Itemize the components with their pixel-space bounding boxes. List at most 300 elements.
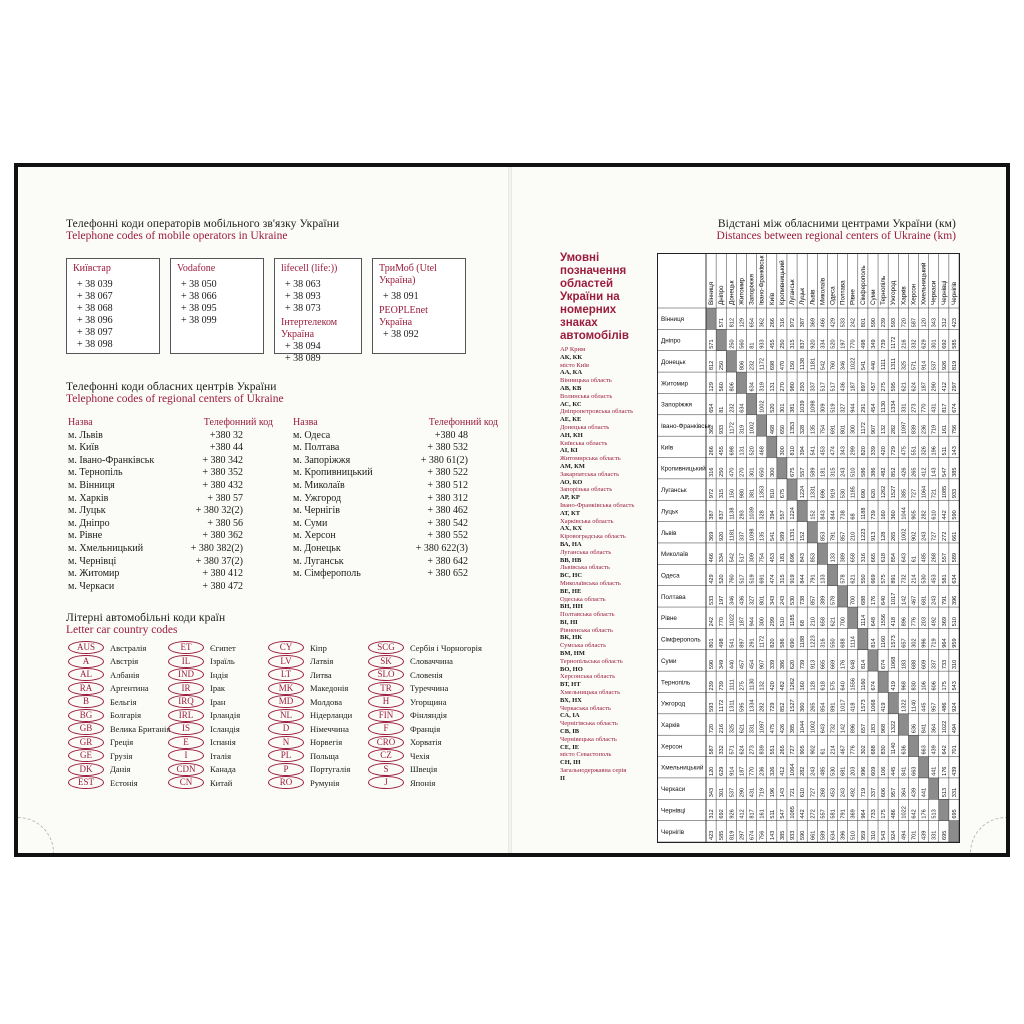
row-city-label: Рівне	[661, 615, 677, 623]
distance-value: 817	[941, 403, 948, 413]
country-name: Канада	[210, 764, 236, 775]
plate-region: Київська область	[560, 439, 608, 447]
distance-value: 332	[911, 339, 918, 349]
country-code-oval: SK	[368, 655, 404, 668]
diagonal-cell	[949, 821, 959, 842]
country-code-oval: LT	[268, 668, 304, 681]
distance-value: 420	[881, 446, 888, 456]
plate-code: АН, КН	[560, 431, 583, 439]
distance-value: 665	[820, 659, 827, 670]
distance-value: 520	[769, 403, 776, 413]
diagonal-cell	[716, 329, 726, 350]
distance-value: 620	[790, 659, 797, 670]
distance-value: 362	[709, 424, 716, 435]
plate-code: ВК, НК	[560, 634, 583, 642]
distance-value: 1022	[901, 806, 908, 819]
distance-value: 440	[729, 659, 736, 670]
row-city-label: Чернівці	[661, 807, 686, 815]
distance-value: 315	[830, 467, 837, 477]
city-name: м. Полтава	[293, 442, 340, 454]
distance-value: 325	[729, 723, 736, 734]
distance-value: 485	[921, 552, 928, 563]
distance-value: 431	[931, 403, 938, 413]
country-code-oval: GR	[68, 736, 104, 749]
distance-value: 457	[870, 382, 877, 392]
country-code-oval: EST	[68, 776, 104, 789]
distance-value: 466	[820, 318, 827, 328]
distance-value: 721	[790, 787, 797, 798]
distance-value: 331	[951, 787, 958, 798]
plate-entry	[560, 447, 650, 463]
distance-value: 386	[779, 659, 786, 670]
distance-value: 701	[911, 830, 918, 840]
distance-value: 609	[870, 766, 877, 776]
distance-value: 316	[860, 552, 867, 563]
distance-value: 331	[901, 403, 908, 413]
distance-value: 661	[810, 830, 817, 840]
distance-value: 418	[850, 702, 857, 712]
distance-value: 328	[759, 510, 766, 520]
distance-value: 349	[870, 339, 877, 349]
distance-value: 331	[749, 723, 756, 734]
country-code-oval: IRL	[168, 709, 204, 722]
distance-value: 575	[830, 681, 837, 691]
distance-value: 801	[840, 424, 847, 435]
diagonal-cell	[706, 308, 716, 329]
country-title-ua: Літерні автомобільні коди країн	[66, 612, 226, 624]
distance-value: 543	[881, 830, 888, 840]
distance-value: 315	[779, 574, 786, 584]
distance-value: 719	[931, 424, 938, 435]
plate-region: Вінницька область	[560, 377, 612, 385]
distance-value: 944	[850, 403, 857, 413]
distance-value: 732	[830, 723, 837, 734]
distance-value: 210	[850, 531, 857, 541]
distance-value: 1172	[719, 699, 726, 712]
distance-value: 642	[911, 809, 918, 819]
distance-value: 587	[911, 318, 918, 328]
city-name: м. Львів	[68, 429, 103, 441]
distance-value: 232	[729, 403, 736, 413]
diagonal-cell	[817, 543, 827, 564]
distance-value: 857	[840, 531, 847, 541]
distance-value: 337	[870, 787, 877, 798]
distance-value: 332	[719, 745, 726, 755]
distance-value: 265	[810, 702, 817, 712]
distance-value: 972	[709, 488, 716, 499]
distance-value: 1527	[891, 485, 898, 499]
country-name: Ірландія	[210, 710, 241, 721]
distance-value: 933	[719, 424, 726, 435]
column-city-label: Сімферополь	[859, 265, 867, 305]
city-name: м. Миколаїв	[293, 479, 345, 491]
distance-value: 1322	[891, 720, 898, 734]
distance-value: 319	[759, 382, 766, 392]
plate-code: II	[560, 774, 566, 782]
plate-code: АС, КС	[560, 400, 582, 408]
distance-value: 334	[719, 552, 726, 563]
country-name: Франція	[410, 723, 441, 734]
plate-code: АК, КК	[560, 353, 583, 361]
distance-value: 1160	[860, 678, 867, 691]
distance-value: 385	[790, 723, 797, 734]
distance-value: 530	[840, 488, 847, 499]
country-name: Ірак	[210, 683, 225, 694]
distance-value: 316	[820, 638, 827, 648]
distance-value: 1022	[729, 613, 736, 627]
distance-value: 839	[759, 745, 766, 755]
distance-value: 791	[830, 531, 837, 541]
distance-value: 120	[709, 766, 716, 776]
distance-value: 214	[830, 745, 837, 755]
country-name: Естонія	[110, 777, 138, 788]
country-code-oval: P	[268, 763, 304, 776]
plate-entry	[560, 525, 650, 541]
distance-value: 550	[860, 574, 867, 584]
country-code-oval: BG	[68, 709, 104, 722]
plate-region: Тернопільська область	[560, 657, 623, 665]
distance-value: 1160	[881, 635, 888, 648]
diagonal-cell	[757, 415, 767, 436]
plates-items	[560, 346, 650, 783]
plate-region: Луганська область	[560, 548, 612, 556]
distance-value: 301	[749, 467, 756, 477]
distance-value: 394	[800, 446, 807, 456]
plate-code: СВ, ІВ	[560, 728, 580, 736]
distance-value: 385	[901, 488, 908, 499]
country-title-en: Letter car country codes	[66, 624, 178, 636]
column-city-label: Івано-Франківськ	[758, 255, 766, 305]
row-city-label: Тернопіль	[661, 679, 691, 687]
distance-value: 325	[901, 360, 908, 371]
country-code-oval: AL	[68, 668, 104, 681]
operator-code: + 38 073	[285, 303, 321, 314]
distance-value: 675	[790, 467, 797, 477]
distance-value: 1140	[911, 699, 918, 712]
distance-value: 732	[901, 574, 908, 584]
regional-row	[68, 480, 273, 493]
column-city-label: Луганськ	[789, 279, 797, 305]
distance-value: 791	[941, 595, 948, 606]
city-phone-code: + 380 432	[202, 479, 243, 491]
plate-region: Житомирська область	[560, 455, 621, 463]
country-codes-column	[268, 641, 352, 790]
country-code-row	[268, 641, 352, 655]
distance-value: 754	[759, 552, 766, 563]
distance-value: 657	[901, 638, 908, 648]
distance-value: 161	[759, 809, 766, 819]
distance-value: 243	[840, 467, 847, 477]
plate-entry	[560, 494, 650, 510]
distance-value: 1002	[759, 400, 766, 413]
distance-value: 132	[759, 681, 766, 691]
distance-value: 1098	[810, 400, 817, 413]
city-phone-code: + 380 57	[207, 492, 243, 504]
distance-value: 681	[840, 766, 847, 776]
distance-value: 1111	[729, 679, 736, 691]
distance-value: 675	[779, 488, 786, 499]
distance-value: 914	[921, 360, 928, 371]
distance-value: 581	[941, 574, 948, 584]
column-city-label: Житомир	[738, 278, 746, 305]
row-city-label: Запоріжжя	[661, 401, 692, 409]
distance-value: 913	[870, 531, 877, 541]
distance-value: 1331	[790, 528, 797, 541]
distance-value: 301	[931, 339, 938, 349]
distance-value: 620	[870, 488, 877, 499]
distance-value: 634	[951, 574, 958, 584]
distance-value: 412	[779, 766, 786, 776]
distance-value: 578	[830, 595, 837, 606]
distance-value: 270	[739, 467, 746, 477]
country-name: Австралія	[110, 642, 147, 653]
distance-value: 152	[800, 531, 807, 541]
distance-value: 674	[870, 681, 877, 691]
distance-value: 719	[759, 787, 766, 798]
regional-row	[293, 568, 498, 581]
distance-value: 812	[709, 360, 716, 371]
diagonal-cell	[848, 607, 858, 628]
distance-value: 468	[769, 424, 776, 435]
plate-entry	[560, 775, 650, 783]
distance-value: 820	[860, 446, 867, 456]
country-name: Велика Британія	[110, 723, 171, 734]
distance-value: 688	[860, 595, 867, 606]
distance-value: 302	[860, 745, 867, 755]
distance-value: 519	[830, 403, 837, 413]
distance-value: 454	[749, 659, 756, 670]
country-name: Албанія	[110, 669, 140, 680]
plate-entry	[560, 346, 650, 354]
distance-value: 327	[749, 595, 756, 606]
distance-table	[657, 253, 960, 843]
column-city-label: Одеса	[829, 286, 837, 305]
distance-value: 557	[800, 467, 807, 477]
distance-value: 760	[830, 360, 837, 371]
country-code-row	[168, 763, 240, 777]
distance-value: 301	[779, 403, 786, 413]
distance-value: 964	[860, 809, 867, 819]
country-code-row	[268, 682, 352, 696]
distance-value: 343	[769, 595, 776, 606]
distance-value: 1331	[810, 485, 817, 499]
country-name: Молдова	[310, 696, 342, 707]
country-code-oval: N	[268, 736, 304, 749]
distance-value: 419	[881, 702, 888, 712]
country-name: Нідерланди	[310, 710, 353, 721]
distance-value: 854	[891, 552, 898, 563]
regional-codes-table-right	[293, 417, 498, 581]
regional-row	[293, 493, 498, 506]
distance-value: 197	[719, 595, 726, 606]
operator-code: + 38 066	[181, 291, 217, 302]
regional-row	[68, 556, 273, 569]
plate-code: СЕ, ІЕ	[560, 743, 580, 751]
distance-value: 1114	[860, 614, 867, 627]
country-code-oval: SCG	[368, 641, 404, 654]
country-code-row	[68, 763, 170, 777]
country-code-row	[268, 695, 352, 709]
distance-value: 739	[881, 339, 888, 349]
distance-value: 897	[739, 638, 746, 648]
distance-value: 819	[951, 360, 958, 371]
distance-value: 360	[800, 702, 807, 712]
distance-value: 817	[749, 809, 756, 819]
distance-value: 1098	[749, 528, 756, 541]
city-phone-code: +380 48	[434, 429, 468, 441]
country-name: Словенія	[410, 669, 443, 680]
plate-code: АВ, КВ	[560, 384, 582, 392]
plate-region: Кіровоградська область	[560, 533, 626, 541]
country-name: Японія	[410, 777, 436, 788]
distance-value: 440	[870, 360, 877, 371]
distance-value: 636	[911, 723, 918, 734]
row-city-label: Полтава	[661, 593, 686, 601]
country-code-row	[168, 776, 240, 790]
distance-value: 439	[921, 830, 928, 840]
city-phone-code: + 380 552	[427, 530, 468, 542]
distance-value: 924	[951, 702, 958, 712]
distance-value: 636	[901, 745, 908, 755]
country-code-oval: CN	[168, 776, 204, 789]
country-name: Німеччина	[310, 723, 349, 734]
distance-value: 720	[901, 318, 908, 328]
operator-code: + 38 063	[285, 279, 321, 290]
distance-value: 439	[931, 745, 938, 755]
distance-value: 455	[719, 446, 726, 456]
distance-value: 143	[769, 830, 776, 840]
column-city-label: Назва	[293, 417, 318, 428]
distance-value: 412	[921, 467, 928, 477]
country-name: Португалія	[310, 764, 351, 775]
distance-value: 541	[810, 446, 817, 456]
distance-value: 719	[860, 787, 867, 798]
plate-region: Полтавська область	[560, 611, 615, 619]
distance-value: 902	[911, 531, 918, 541]
distance-value: 272	[941, 531, 948, 541]
distance-value: 1224	[790, 507, 797, 520]
operator-code: + 38 095	[181, 303, 217, 314]
distance-value: 266	[709, 446, 716, 456]
distance-value: 216	[719, 723, 726, 734]
distance-value: 135	[810, 424, 817, 435]
city-phone-code: + 380 362	[202, 530, 243, 542]
regional-codes-table-left	[68, 417, 273, 593]
city-phone-code: + 380 412	[202, 568, 243, 580]
row-city-label: Одеса	[661, 572, 680, 580]
distance-value: 520	[749, 446, 756, 456]
diagonal-cell	[939, 799, 949, 820]
distance-value: 654	[749, 318, 756, 328]
distance-value: 729	[891, 446, 898, 456]
column-city-label: Херсон	[910, 283, 918, 305]
distance-value: 739	[719, 681, 726, 691]
distance-value: 1172	[759, 635, 766, 648]
country-name: Угорщина	[410, 696, 447, 707]
country-name: Швеція	[410, 764, 438, 775]
operator-box	[66, 258, 160, 354]
distance-value: 609	[921, 659, 928, 670]
distance-value: 586	[779, 638, 786, 648]
distances-heading	[717, 218, 956, 242]
distance-value: 964	[941, 638, 948, 648]
country-name: Сербія і Чорногорія	[410, 642, 482, 653]
distance-value: 920	[810, 339, 817, 349]
distance-value: 770	[719, 617, 726, 627]
regional-table-header	[68, 417, 273, 430]
plate-entry	[560, 728, 650, 744]
distance-value: 1185	[790, 614, 797, 627]
city-name: м. Івано-Франківськ	[68, 454, 155, 466]
distance-value: 933	[951, 488, 958, 499]
distance-value: 161	[941, 424, 948, 435]
operator-code: + 38 097	[77, 327, 113, 338]
city-name: м. Київ	[68, 442, 99, 454]
distance-value: 830	[911, 681, 918, 691]
distance-value: 661	[951, 531, 958, 541]
distance-value: 727	[931, 531, 938, 541]
city-name: м. Луганськ	[293, 555, 344, 567]
distance-value: 727	[790, 745, 797, 755]
distance-value: 557	[820, 809, 827, 819]
distance-value: 650	[779, 424, 786, 435]
distance-value: 498	[719, 638, 726, 648]
distance-value: 776	[850, 745, 857, 755]
distance-value: 68	[850, 513, 857, 520]
distance-value: 485	[820, 766, 827, 776]
distance-value: 1573	[891, 635, 898, 648]
city-phone-code: + 380 352	[202, 467, 243, 479]
mobile-title-en: Telephone codes of mobile operators in Ukraine	[66, 230, 288, 242]
distance-value: 698	[769, 360, 776, 371]
operator-box	[372, 258, 466, 354]
city-name: м. Дніпро	[68, 517, 110, 529]
operator-code: + 38 091	[383, 291, 419, 302]
distance-value: 812	[729, 318, 736, 328]
page-corner-decoration	[18, 817, 54, 853]
country-code-oval: B	[68, 695, 104, 708]
distance-value: 470	[779, 360, 786, 371]
distance-value: 394	[769, 510, 776, 520]
distance-value: 756	[759, 830, 766, 840]
distance-value: 806	[729, 382, 736, 392]
country-code-oval: AUS	[68, 641, 104, 654]
country-name: Єгипет	[210, 642, 236, 653]
city-name: м. Луцьк	[68, 505, 106, 517]
city-name: м. Запоріжжя	[293, 454, 351, 466]
row-city-label: Хмельницький	[661, 764, 704, 772]
distance-value: 187	[739, 617, 746, 627]
distance-value: 634	[739, 403, 746, 413]
distance-value: 265	[911, 467, 918, 477]
distance-value: 696	[790, 552, 797, 563]
distance-value: 640	[881, 595, 888, 606]
regional-row	[68, 543, 273, 556]
operator-code: + 38 093	[285, 291, 321, 302]
distance-value: 426	[901, 467, 908, 477]
distance-value: 590	[870, 318, 877, 328]
distance-value: 369	[810, 318, 817, 328]
city-phone-code: + 380 312	[427, 492, 468, 504]
distance-value: 688	[870, 745, 877, 755]
country-code-row	[168, 641, 240, 655]
distance-value: 389	[840, 552, 847, 563]
distance-value: 61	[911, 556, 918, 563]
distance-value: 328	[800, 424, 807, 435]
distance-value: 537	[729, 787, 736, 798]
country-code-row	[368, 736, 482, 750]
country-code-oval: CZ	[368, 749, 404, 762]
